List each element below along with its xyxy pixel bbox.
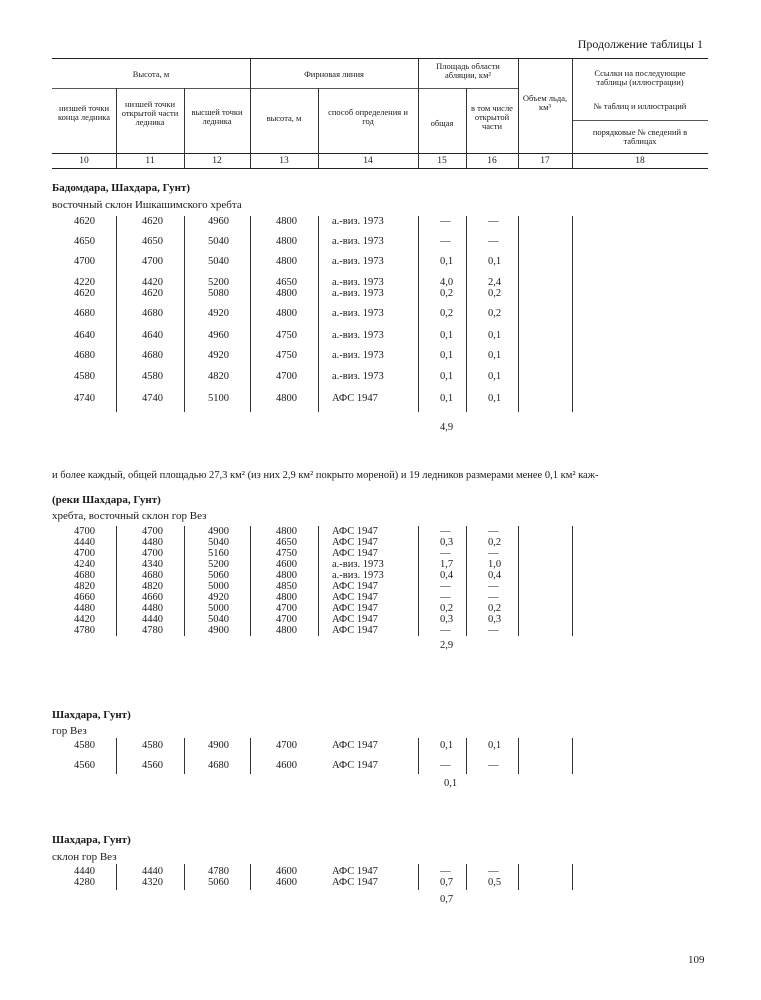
section-title: Шахдара, Гунт) — [52, 709, 131, 721]
section-subtitle: склон гор Вез — [52, 851, 117, 863]
header-refs-group: Ссылки на последующие таблицы (иллюстрации) — [594, 68, 686, 87]
column-number: 18 — [635, 156, 645, 166]
column-number: 14 — [363, 156, 373, 166]
column-number: 11 — [145, 156, 155, 166]
header-firn-group: Фирновая линия — [304, 69, 364, 79]
section-total: 0,1 — [444, 778, 458, 789]
header-area-open: в том числе открытой части — [471, 103, 513, 131]
header-ice-volume: Объем льда, км³ — [522, 93, 568, 112]
header-lowest-end: низшей точки конца ледника — [57, 103, 111, 122]
column-number: 13 — [279, 156, 289, 166]
column-number: 12 — [212, 156, 222, 166]
column-number: 15 — [437, 156, 447, 166]
section-title: Шахдара, Гунт) — [52, 834, 131, 846]
header-area-total: общая — [430, 118, 454, 128]
section-subtitle: восточный склон Ишкашимского хребта — [52, 199, 242, 211]
header-area-group: Площадь области абляции, км² — [436, 61, 500, 80]
section-total: 2,9 — [440, 640, 454, 651]
section-total: 4,9 — [440, 422, 454, 433]
section-subtitle: гор Вез — [52, 725, 87, 737]
section-title: (реки Шахдара, Гунт) — [52, 494, 161, 506]
header-refs-tables: № таблиц и иллюстраций — [593, 101, 687, 111]
remark-text: и более каждый, общей площадью 27,3 км² (из них 2,9 км² покрыто мореной) и 19 ледников размерами менее 0,1 км² каж- — [52, 470, 599, 481]
column-number: 17 — [540, 156, 550, 166]
column-number: 10 — [79, 156, 89, 166]
header-refs-numbers: порядковые № сведений в таблицах — [592, 127, 688, 146]
header-height-group: Высота, м — [132, 69, 170, 79]
section-title: Бадомдара, Шахдара, Гунт) — [52, 182, 191, 194]
header-firn-method: способ определения и год — [328, 107, 408, 126]
page-title: Продолжение таблицы 1 — [577, 37, 703, 51]
section-total: 0,7 — [440, 894, 454, 905]
header-firn-height: высота, м — [266, 113, 302, 123]
column-number: 16 — [487, 156, 497, 166]
page-number: 109 — [688, 954, 705, 966]
section-subtitle: хребта, восточный склон гор Вез — [52, 510, 207, 522]
header-lowest-open: низшей точки открытой части ледника — [121, 99, 179, 127]
header-highest: высшей точки ледника — [191, 107, 243, 126]
